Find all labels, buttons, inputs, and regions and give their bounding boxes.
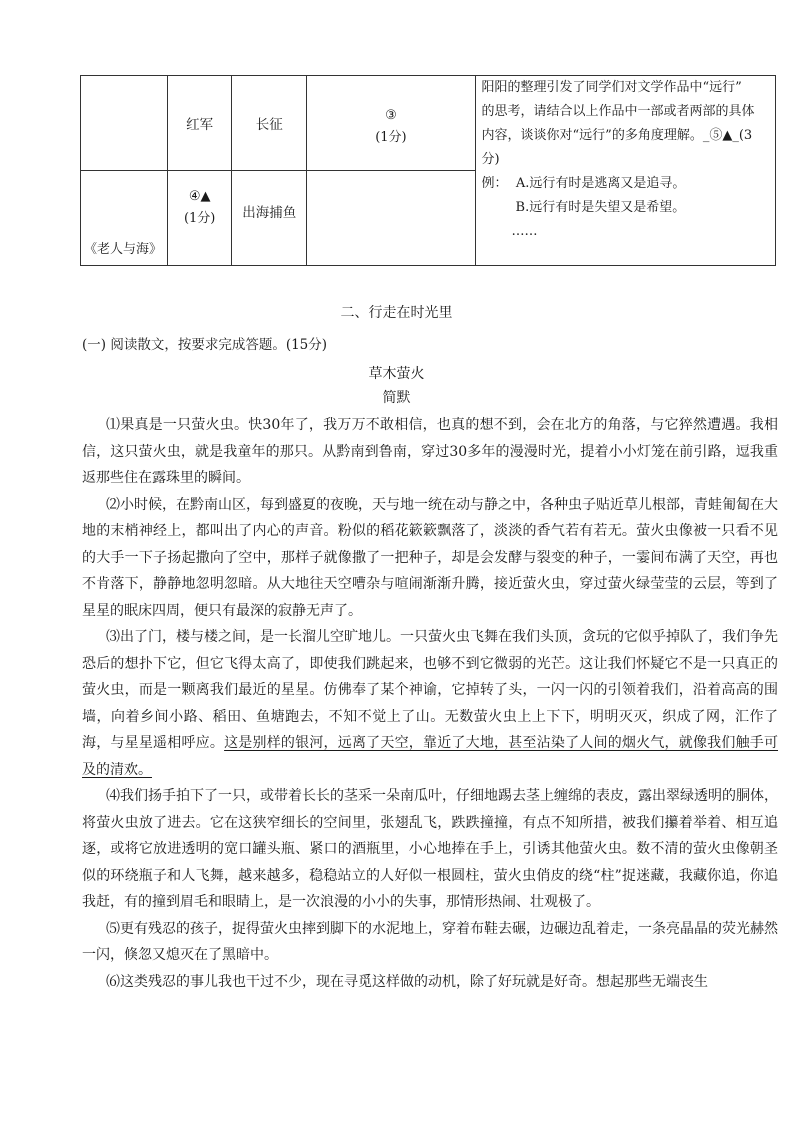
section-title: 二、行走在时光里 bbox=[340, 305, 453, 321]
table-row bbox=[81, 76, 776, 171]
work-title: 《老人与海》 bbox=[84, 242, 163, 257]
blank-points: (1分) bbox=[375, 130, 407, 145]
activity-text: 长征 bbox=[255, 117, 283, 133]
work-cell bbox=[81, 171, 168, 266]
essay-author: 简默 bbox=[382, 390, 411, 406]
blank-cell bbox=[168, 171, 232, 266]
paragraph-4: ⑷我们扬手拍下了一只，或带着长长的茎采一朵南瓜叶，仔细地踢去茎上缠绵的表皮，露出翠绿透明的胴体，将萤火虫放了进去。它在这狭窄细长的空间里，张翅乱飞，跌跌撞撞，有点不知所措，被我们攥着举着、相互追逐，或将它放进透明的宽口罐头瓶、紧口的酒瓶里，小心地捧在手上，引诱其他萤火虫。数不清的萤火虫像朝圣似的环绕瓶子和人飞舞，越来越多，稳稳站立的人好似一根圆柱，萤火虫俏皮的绕“柱”捉迷藏，我藏你追，你追我赶，有的撞到眉毛和眼睛上，是一次浪漫的小小的失事，那情形热闹、壮观极了。 bbox=[82, 788, 778, 910]
paragraph-6: ⑹这类残忍的事儿我也干过不少，现在寻觅这样做的动机，除了好玩就是好奇。想起那些无端丧生 bbox=[106, 973, 708, 990]
note-line: 的思考，请结合以上作品中一部或者两部的具体 bbox=[481, 104, 755, 119]
paragraph-5: ⑸更有残忍的孩子，捉得萤火虫摔到脚下的水泥地上，穿着布鞋去碾，边碾边乱着走，一条亮晶晶的荧光赫然一闪，倏忽又熄灭在了黑暗中。 bbox=[82, 920, 778, 963]
note-line: 内容，谈谈你对“远行”的多角度理解。_⑤▲_(3 bbox=[481, 128, 753, 143]
subject-cell bbox=[168, 76, 232, 171]
example-line-a bbox=[482, 172, 771, 196]
example-label: 例： bbox=[481, 176, 508, 191]
reading-table bbox=[80, 75, 776, 266]
empty-cell bbox=[307, 171, 475, 266]
blank-number: ③ bbox=[385, 108, 397, 123]
example-ellipsis: …… bbox=[511, 224, 538, 239]
subject-text: 红军 bbox=[186, 117, 214, 133]
note-line: 分) bbox=[481, 152, 500, 167]
blank-cell bbox=[307, 76, 475, 171]
paragraph-3-text: ⑶出了门，楼与楼之间，是一长溜儿空旷地儿。一只萤火虫飞舞在我们头顶，贪玩的它似乎掉队了，我们争先恐后的想扑下它，但它飞得太高了，即使我们跳起来，也够不到它微弱的光芒。这让我们怀疑它不是一只真正的萤火虫，而是一颗离我们最近的星星。仿佛奉了某个神谕，它掉转了头，一闪一闪的引领着我们，沿着高高的围墙，向着乡间小路、稻田、鱼塘跑去，不知不觉上了山。无数萤火虫上上下下，明明灭灭，织成了网，汇作了海，与星星遥相呼应。 bbox=[82, 629, 778, 751]
question-note-cell bbox=[475, 76, 775, 266]
essay-title: 草木萤火 bbox=[368, 366, 425, 382]
activity-cell bbox=[232, 171, 307, 266]
paragraph-3 bbox=[82, 624, 778, 783]
activity-text: 出海捕鱼 bbox=[242, 205, 297, 221]
paragraph-1: ⑴果真是一只萤火虫。快30年了，我万万不敢相信，也真的想不到，会在北方的角落，与它猝然遭遇。我相信，这只萤火虫，就是我童年的那只。从黔南到鲁南，穿过30多年的漫漫时光，提着小小灯笼在前引路，逗我重返那些住在露珠里的瞬间。 bbox=[82, 417, 778, 486]
blank-points: (1分) bbox=[183, 211, 216, 226]
question-title: (一) 阅读散文，按要求完成答题。(15分) bbox=[82, 337, 328, 353]
essay-body bbox=[82, 412, 778, 995]
blank-number: ④▲ bbox=[188, 189, 211, 204]
example-a: A.远行有时是逃离又是追寻。 bbox=[515, 176, 686, 191]
example-b: B.远行有时是失望又是希望。 bbox=[515, 200, 686, 215]
underlined-sentence: 这是别样的银河，远离了天空，靠近了大地，甚至沾染了人间的烟火气，就像我们触手可及的清欢。 bbox=[82, 735, 779, 778]
activity-cell bbox=[232, 76, 307, 171]
note-line: 阳阳的整理引发了同学们对文学作品中“远行” bbox=[481, 80, 742, 95]
empty-cell bbox=[81, 76, 168, 171]
paragraph-2: ⑵小时候，在黔南山区，每到盛夏的夜晚，天与地一统在动与静之中，各种虫子贴近草儿根部，青蛙匍匐在大地的末梢神经上，都叫出了内心的声音。粉似的稻花簌簌飘落了，淡淡的香气若有若无。萤火虫像被一只看不见的大手一下子扬起撒向了空中，那样子就像撒了一把种子，却是会发酵与裂变的种子，一霎间布满了天空，再也不肯落下，静静地忽明忽暗。从大地往天空嘈杂与喧闹渐渐升腾，接近萤火虫，穿过萤火绿莹莹的云层，等到了星星的眠床四周，便只有最深的寂静无声了。 bbox=[82, 496, 778, 619]
